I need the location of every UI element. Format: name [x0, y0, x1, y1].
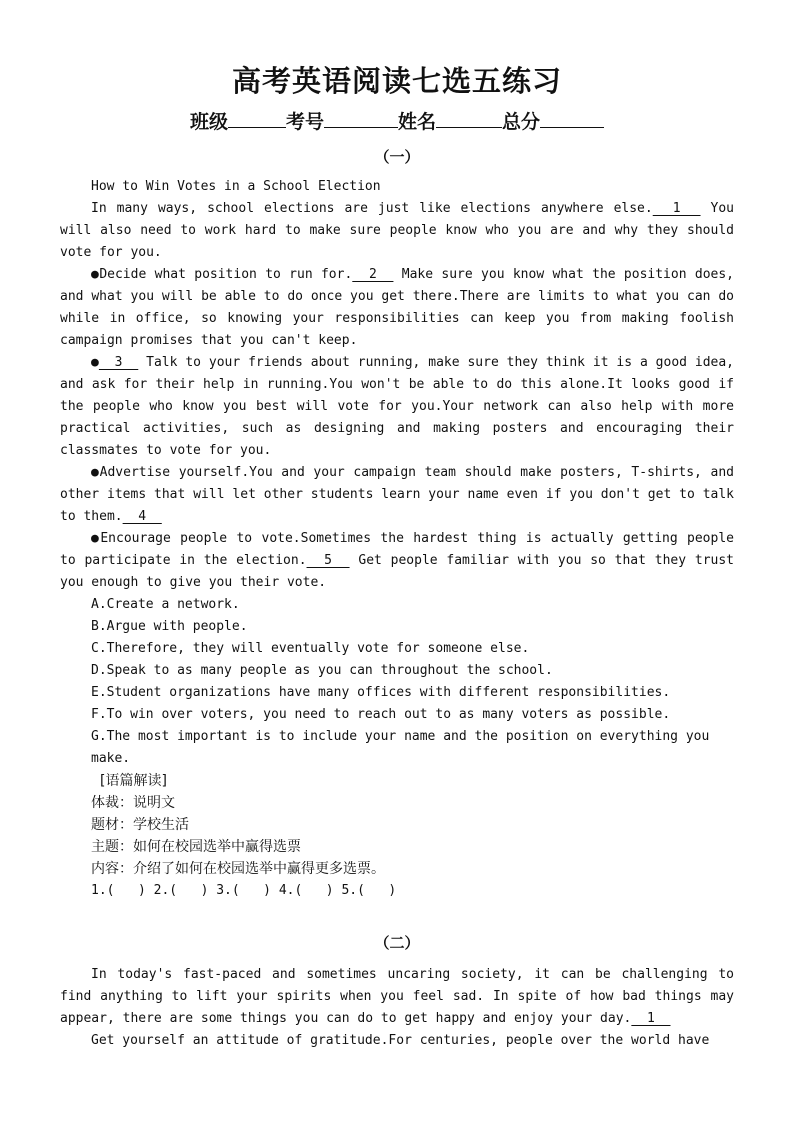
blank-3[interactable]: 3 — [98, 355, 139, 370]
option-c: C.Therefore, they will eventually vote for someone else. — [91, 641, 530, 656]
worksheet-page — [60, 62, 734, 1052]
analysis-heading: [语篇解读] — [100, 773, 167, 789]
blank-1[interactable]: 1 — [652, 201, 701, 216]
option-g: G.The most important is to include your name and the position on everything you make. — [91, 729, 710, 766]
option-b: B.Argue with people. — [91, 619, 248, 634]
text: Make sure you know what the position does, and what you will be able to do once you get there.There are limits to what you can do while in office, so knowing your responsibilities can keep you from making foolish campaign promises that you can't keep. — [60, 267, 734, 348]
analysis-content: 内容：介绍了如何在校园选举中赢得更多选票。 — [91, 861, 385, 877]
blank-2[interactable]: 2 — [352, 267, 394, 282]
blank-5[interactable]: 5 — [306, 553, 350, 568]
passage-1 — [60, 176, 734, 770]
passage-analysis — [60, 770, 734, 880]
class-blank[interactable] — [228, 109, 286, 128]
paragraph — [60, 462, 734, 528]
option-a: A.Create a network. — [91, 597, 240, 612]
passage-2 — [60, 964, 734, 1052]
paragraph — [60, 198, 734, 264]
blank-1[interactable]: 1 — [631, 1011, 671, 1026]
class-label: 班级 — [189, 111, 228, 133]
text: ● — [91, 355, 99, 370]
name-label: 姓名 — [398, 111, 437, 133]
paragraph — [60, 264, 734, 352]
answer-blanks[interactable]: 1.( ) 2.( ) 3.( ) 4.( ) 5.( ) — [91, 883, 397, 898]
paragraph — [60, 528, 734, 594]
page-title: 高考英语阅读七选五练习 — [231, 64, 562, 98]
text: You will also need to work hard to make sure people know who you are and why they should vote for you. — [60, 201, 735, 260]
section-heading-2: （二） — [374, 934, 420, 952]
option-d: D.Speak to as many people as you can throughout the school. — [91, 663, 553, 678]
name-blank[interactable] — [436, 109, 502, 128]
section-heading-1: （一） — [374, 148, 420, 166]
text: In many ways, school elections are just like elections anywhere else. — [91, 201, 653, 216]
exam-no-blank[interactable] — [324, 109, 398, 128]
analysis-theme: 主题：如何在校园选举中赢得选票 — [91, 839, 301, 855]
score-blank[interactable] — [540, 109, 604, 128]
text: ●Advertise yourself.You and your campaign team should make posters, T-shirts, and other items that will let other students learn your name even if you don't get to talk to them. — [60, 465, 734, 524]
paragraph: Get yourself an attitude of gratitude.For centuries, people over the world have — [91, 1033, 710, 1048]
option-e: E.Student organizations have many offices with different responsibilities. — [91, 685, 671, 700]
text: In today's fast-paced and sometimes uncaring society, it can be challenging to find anything to lift your spirits when you feel sad. In spite of how bad things may appear, there are some things you can do to get happy and enjoy your day. — [60, 967, 734, 1026]
exam-no-label: 考号 — [285, 111, 324, 133]
blank-4[interactable]: 4 — [122, 509, 162, 524]
analysis-topic: 题材：学校生活 — [91, 817, 189, 833]
option-f: F.To win over voters, you need to reach out to as many voters as possible. — [91, 707, 671, 722]
paragraph — [60, 964, 734, 1030]
analysis-genre: 体裁：说明文 — [91, 795, 175, 811]
text: ●Decide what position to run for. — [91, 267, 353, 282]
student-info-line — [60, 108, 734, 136]
text: ●Encourage people to vote.Sometimes the hardest thing is actually getting people to participate in the election. — [60, 531, 734, 568]
passage-title: How to Win Votes in a School Election — [91, 179, 381, 194]
score-label: 总分 — [502, 111, 541, 133]
text: Talk to your friends about running, make sure they think it is a good idea, and ask for their help in running.You won't be able to do this alone.It looks good if the people who know you best will vote for you.Your network can also help with more practical activities, such as designing and making posters and encouraging their classmates to vote for you. — [60, 355, 734, 458]
paragraph — [60, 352, 734, 462]
text: Get people familiar with you so that they trust you enough to give you their vote. — [60, 553, 734, 590]
